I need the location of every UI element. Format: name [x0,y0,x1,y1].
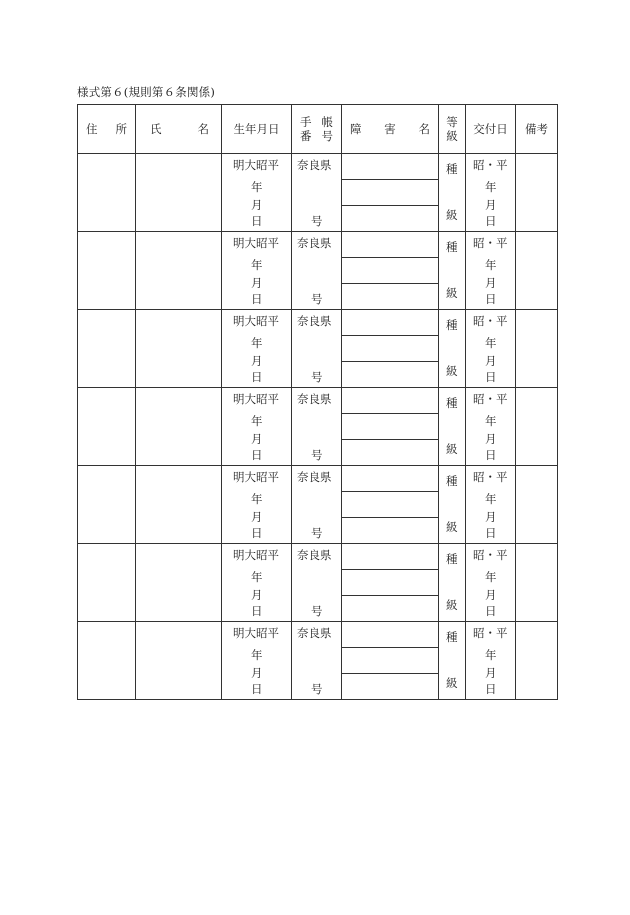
month-unit: 月 [251,276,263,290]
issue-year-unit: 年 [485,492,497,506]
number-unit: 号 [311,448,323,462]
disability-line[interactable] [342,596,438,621]
type-unit: 種 [446,474,458,488]
issue-month-unit: 月 [485,276,497,290]
type-unit: 種 [446,162,458,176]
disability-cell[interactable] [342,232,439,310]
remarks-cell[interactable] [516,466,558,544]
day-unit: 日 [251,526,263,540]
table-row [78,466,558,544]
issue-era: 昭・平 [473,548,508,562]
month-unit: 月 [251,198,263,212]
disability-line[interactable] [342,622,438,648]
disability-line[interactable] [342,544,438,570]
issue-era: 昭・平 [473,314,508,328]
table-row [78,388,558,466]
birthdate-cell[interactable] [222,544,292,622]
grade-unit: 級 [446,208,458,222]
issue-month-unit: 月 [485,432,497,446]
issue-year-unit: 年 [485,258,497,272]
disability-line[interactable] [342,154,438,180]
issue-date-cell[interactable] [466,388,516,466]
grade-unit: 級 [446,676,458,690]
era-options: 明大昭平 [233,314,279,328]
number-unit: 号 [311,370,323,384]
era-options: 明大昭平 [233,626,279,640]
remarks-cell[interactable] [516,154,558,232]
issue-date-cell[interactable] [466,154,516,232]
day-unit: 日 [251,292,263,306]
remarks-cell[interactable] [516,622,558,700]
remarks-cell[interactable] [516,388,558,466]
month-unit: 月 [251,666,263,680]
issue-year-unit: 年 [485,336,497,350]
disability-line[interactable] [342,648,438,674]
day-unit: 日 [251,214,263,228]
name-cell[interactable] [136,232,222,310]
disability-line[interactable] [342,414,438,440]
book-number-cell[interactable] [292,154,342,232]
address-cell[interactable] [78,388,136,466]
name-cell[interactable] [136,622,222,700]
disability-line[interactable] [342,310,438,336]
issue-day-unit: 日 [485,604,497,618]
birthdate-cell[interactable] [222,466,292,544]
issue-year-unit: 年 [485,414,497,428]
era-options: 明大昭平 [233,548,279,562]
disability-line[interactable] [342,258,438,284]
address-cell[interactable] [78,232,136,310]
table-row [78,232,558,310]
disability-line[interactable] [342,232,438,258]
issue-era: 昭・平 [473,392,508,406]
disability-line[interactable] [342,674,438,699]
prefecture-label: 奈良県 [297,158,332,172]
book-number-cell[interactable] [292,388,342,466]
grade-cell[interactable] [439,310,466,388]
disability-line[interactable] [342,492,438,518]
prefecture-label: 奈良県 [297,236,332,250]
grade-unit: 級 [446,598,458,612]
name-cell[interactable] [136,310,222,388]
year-unit: 年 [251,336,263,350]
issue-day-unit: 日 [485,526,497,540]
book-number-cell[interactable] [292,466,342,544]
header-birthdate: 生年月日 [222,105,292,154]
year-unit: 年 [251,648,263,662]
issue-year-unit: 年 [485,180,497,194]
disability-cell[interactable] [342,466,439,544]
disability-line[interactable] [342,570,438,596]
year-unit: 年 [251,492,263,506]
month-unit: 月 [251,354,263,368]
header-grade: 等 級 [439,105,466,154]
header-issue-date: 交付日 [466,105,516,154]
issue-day-unit: 日 [485,292,497,306]
number-unit: 号 [311,604,323,618]
type-unit: 種 [446,318,458,332]
type-unit: 種 [446,240,458,254]
issue-era: 昭・平 [473,158,508,172]
grade-cell[interactable] [439,154,466,232]
book-number-cell[interactable] [292,310,342,388]
issue-month-unit: 月 [485,510,497,524]
issue-month-unit: 月 [485,354,497,368]
year-unit: 年 [251,258,263,272]
prefecture-label: 奈良県 [297,626,332,640]
disability-line[interactable] [342,362,438,387]
birthdate-cell[interactable] [222,154,292,232]
type-unit: 種 [446,552,458,566]
remarks-cell[interactable] [516,232,558,310]
type-unit: 種 [446,396,458,410]
register-table [77,104,558,700]
grade-unit: 級 [446,442,458,456]
book-number-cell[interactable] [292,622,342,700]
issue-date-cell[interactable] [466,544,516,622]
disability-line[interactable] [342,180,438,206]
birthdate-cell[interactable] [222,622,292,700]
year-unit: 年 [251,414,263,428]
issue-era: 昭・平 [473,470,508,484]
birthdate-cell[interactable] [222,232,292,310]
issue-era: 昭・平 [473,236,508,250]
address-cell[interactable] [78,310,136,388]
table-row [78,622,558,700]
header-name: 氏 名 [136,105,222,154]
grade-unit: 級 [446,520,458,534]
header-row [78,105,558,154]
birthdate-cell[interactable] [222,310,292,388]
issue-month-unit: 月 [485,588,497,602]
prefecture-label: 奈良県 [297,314,332,328]
address-cell[interactable] [78,154,136,232]
remarks-cell[interactable] [516,544,558,622]
disability-line[interactable] [342,466,438,492]
day-unit: 日 [251,604,263,618]
grade-cell[interactable] [439,232,466,310]
issue-day-unit: 日 [485,370,497,384]
day-unit: 日 [251,682,263,696]
era-options: 明大昭平 [233,236,279,250]
grade-cell[interactable] [439,544,466,622]
name-cell[interactable] [136,154,222,232]
disability-line[interactable] [342,440,438,465]
table-row [78,154,558,232]
day-unit: 日 [251,448,263,462]
remarks-cell[interactable] [516,310,558,388]
issue-day-unit: 日 [485,448,497,462]
era-options: 明大昭平 [233,158,279,172]
disability-line[interactable] [342,336,438,362]
issue-date-cell[interactable] [466,232,516,310]
type-unit: 種 [446,630,458,644]
book-number-cell[interactable] [292,544,342,622]
disability-line[interactable] [342,206,438,231]
issue-era: 昭・平 [473,626,508,640]
era-options: 明大昭平 [233,470,279,484]
table-row [78,310,558,388]
disability-line[interactable] [342,388,438,414]
prefecture-label: 奈良県 [297,392,332,406]
issue-date-cell[interactable] [466,310,516,388]
grade-unit: 級 [446,286,458,300]
issue-year-unit: 年 [485,648,497,662]
number-unit: 号 [311,682,323,696]
disability-cell[interactable] [342,622,439,700]
disability-cell[interactable] [342,310,439,388]
month-unit: 月 [251,432,263,446]
issue-date-cell[interactable] [466,466,516,544]
day-unit: 日 [251,370,263,384]
grade-cell[interactable] [439,466,466,544]
number-unit: 号 [311,526,323,540]
disability-line[interactable] [342,284,438,309]
header-disability: 障 害 名 [342,105,439,154]
disability-cell[interactable] [342,388,439,466]
address-cell[interactable] [78,622,136,700]
issue-year-unit: 年 [485,570,497,584]
name-cell[interactable] [136,544,222,622]
month-unit: 月 [251,510,263,524]
header-remarks: 備考 [516,105,558,154]
prefecture-label: 奈良県 [297,548,332,562]
form-title: 様式第６(規則第６条関係) [77,85,216,99]
issue-day-unit: 日 [485,682,497,696]
header-book-number: 手 帳 番 号 [292,105,342,154]
name-cell[interactable] [136,466,222,544]
month-unit: 月 [251,588,263,602]
header-address: 住 所 [78,105,136,154]
issue-day-unit: 日 [485,214,497,228]
name-cell[interactable] [136,388,222,466]
issue-month-unit: 月 [485,666,497,680]
year-unit: 年 [251,570,263,584]
book-number-cell[interactable] [292,232,342,310]
address-cell[interactable] [78,466,136,544]
number-unit: 号 [311,292,323,306]
disability-line[interactable] [342,518,438,543]
table-row [78,544,558,622]
address-cell[interactable] [78,544,136,622]
disability-cell[interactable] [342,154,439,232]
grade-cell[interactable] [439,622,466,700]
grade-unit: 級 [446,364,458,378]
grade-cell[interactable] [439,388,466,466]
birthdate-cell[interactable] [222,388,292,466]
issue-month-unit: 月 [485,198,497,212]
prefecture-label: 奈良県 [297,470,332,484]
disability-cell[interactable] [342,544,439,622]
issue-date-cell[interactable] [466,622,516,700]
era-options: 明大昭平 [233,392,279,406]
number-unit: 号 [311,214,323,228]
year-unit: 年 [251,180,263,194]
